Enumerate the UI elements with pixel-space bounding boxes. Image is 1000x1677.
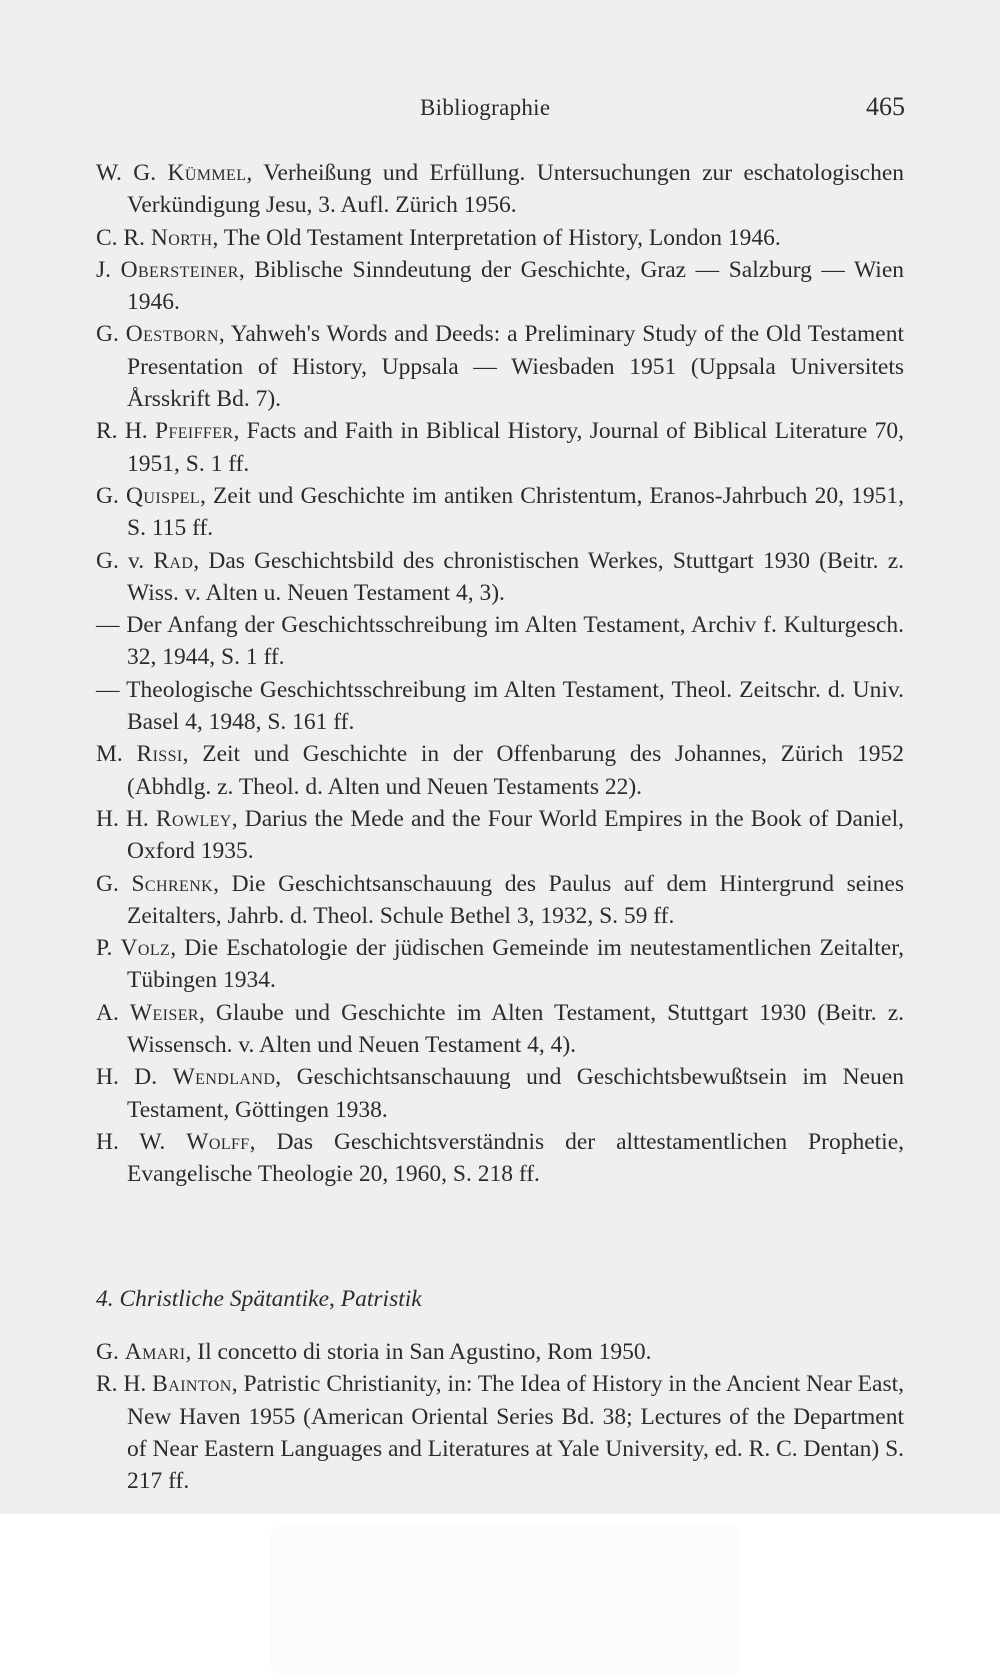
bibliography-entry bbox=[96, 1368, 904, 1497]
bibliography-entry bbox=[96, 415, 904, 480]
entry-text: , Yahweh's Words and Deeds: a Preliminary Study of the Old Testament Presentation of History, Uppsala — Wiesbaden 1951 (Uppsala Universitets Årsskrift Bd. 7). bbox=[127, 321, 904, 413]
entry-text: , Verheißung und Erfüllung. Untersuchungen zur eschatologischen Verkündigung Jesu, 3. Aufl. Zürich 1956. bbox=[127, 160, 904, 219]
entry-text: , Darius the Mede and the Four World Empires in the Book of Daniel, Oxford 1935. bbox=[127, 805, 904, 865]
entry-initials: H. H. bbox=[96, 805, 149, 832]
entry-text: , Geschichtsanschauung und Geschichtsbewußtsein im Neuen Testament, Göttingen 1938. bbox=[127, 1064, 904, 1123]
bibliography-entry bbox=[96, 318, 904, 415]
entry-initials: M. bbox=[96, 741, 123, 768]
entry-author: Volz bbox=[120, 935, 171, 962]
entry-initials: R. H. bbox=[96, 418, 148, 445]
entry-initials: H. D. bbox=[96, 1064, 158, 1091]
entry-initials: W. G. bbox=[96, 160, 157, 186]
scan-smudge bbox=[270, 1525, 740, 1675]
bibliography-entry bbox=[96, 1061, 904, 1126]
bibliography-entry bbox=[96, 1126, 904, 1191]
bibliography-entry bbox=[96, 254, 904, 319]
entry-text: , Biblische Sinndeutung der Geschichte, Graz — Salzburg — Wien 1946. bbox=[127, 256, 904, 316]
bibliography-entry bbox=[96, 674, 904, 739]
entry-initials: P. bbox=[96, 935, 113, 962]
entry-dash: — bbox=[96, 612, 120, 639]
entry-author: North bbox=[150, 224, 213, 251]
entry-author: Schrenk bbox=[131, 870, 214, 897]
entry-dash: — bbox=[96, 676, 120, 703]
entry-text: Theologische Geschichtsschreibung im Alten Testament, Theol. Zeitschr. d. Univ. Basel 4, 1948, S. 161 ff. bbox=[119, 676, 904, 736]
bibliography-entry bbox=[96, 932, 904, 997]
bibliography-entry bbox=[96, 803, 904, 868]
bibliography-entry bbox=[96, 1336, 904, 1368]
entry-author: Obersteiner bbox=[120, 256, 239, 283]
entry-author: Bainton bbox=[152, 1371, 232, 1398]
bibliography-entry bbox=[96, 157, 904, 222]
entry-author: Rad bbox=[153, 547, 194, 574]
bibliography-entry bbox=[96, 609, 904, 674]
entry-text: , Patristic Christianity, in: The Idea of History in the Ancient Near East, New Haven 1955 (American Oriental Series Bd. 38; Lectures of the Department of Near Eastern Languages and Literatures at Yale University, ed. R. C. Dentan) S. 217 ff. bbox=[127, 1371, 905, 1495]
bibliography-list bbox=[96, 157, 904, 1191]
bibliography-entry bbox=[96, 545, 904, 610]
entry-text: Der Anfang der Geschichtsschreibung im Alten Testament, Archiv f. Kulturgesch. 32, 1944, S. 1 ff. bbox=[119, 612, 904, 671]
entry-initials: H. W. bbox=[96, 1128, 166, 1155]
entry-author: Oestborn bbox=[125, 321, 219, 348]
entry-text: , Glaube und Geschichte im Alten Testament, Stuttgart 1930 (Beitr. z. Wissensch. v. Alten und Neuen Testament 4, 4). bbox=[127, 999, 904, 1059]
entry-text: , Zeit und Geschichte im antiken Christentum, Eranos-Jahrbuch 20, 1951, S. 115 ff. bbox=[127, 482, 904, 542]
entry-initials: G. bbox=[96, 1339, 119, 1365]
entry-author: Quispel bbox=[126, 482, 201, 509]
entry-text: , Die Geschichtsanschauung des Paulus auf dem Hintergrund seines Zeitalters, Jahrb. d. Theol. Schule Bethel 3, 1932, S. 59 ff. bbox=[127, 870, 905, 929]
entry-initials: G. bbox=[96, 321, 119, 348]
entry-text: , Il concetto di storia in San Agustino, Rom 1950. bbox=[185, 1339, 652, 1365]
entry-initials: J. bbox=[96, 256, 112, 283]
entry-initials: G. bbox=[96, 482, 119, 509]
entry-initials: G. v. bbox=[96, 547, 145, 574]
entry-text: , Die Eschatologie der jüdischen Gemeinde im neutestamentlichen Zeitalter, Tübingen 1934. bbox=[127, 935, 904, 994]
entry-author: Wolff bbox=[186, 1128, 250, 1155]
bibliography-entry bbox=[96, 222, 904, 254]
entry-text: , Das Geschichtsbild des chronistischen Werkes, Stuttgart 1930 (Beitr. z. Wiss. v. Alten u. Neuen Testament 4, 3). bbox=[127, 547, 905, 606]
entry-text: , Das Geschichtsverständnis der alttestamentlichen Prophetie, Evangelische Theologie 20, 1960, S. 218 ff. bbox=[127, 1128, 904, 1188]
entry-author: Kümmel bbox=[167, 160, 247, 186]
entry-author: Rissi bbox=[136, 741, 183, 768]
bibliography-entry bbox=[96, 868, 904, 933]
bibliography-list-section-4 bbox=[96, 1336, 904, 1497]
entry-initials: A. bbox=[96, 999, 119, 1026]
page-number: 465 bbox=[866, 92, 905, 121]
bibliography-entry bbox=[96, 997, 904, 1062]
entry-author: Wendland bbox=[172, 1064, 276, 1091]
entry-author: Pfeiffer bbox=[154, 418, 234, 445]
running-header: Bibliographie bbox=[420, 95, 551, 120]
entry-author: Amari bbox=[124, 1339, 186, 1365]
section-heading: 4. Christliche Spätantike, Patristik bbox=[96, 1286, 422, 1312]
entry-text: , The Old Testament Interpretation of History, London 1946. bbox=[212, 224, 781, 251]
entry-initials: C. R. bbox=[96, 224, 145, 251]
entry-author: Weiser bbox=[129, 999, 199, 1026]
bibliography-entry bbox=[96, 738, 904, 803]
entry-text: , Facts and Faith in Biblical History, Journal of Biblical Literature 70, 1951, S. 1 ff. bbox=[127, 418, 904, 477]
bibliography-entry bbox=[96, 480, 904, 545]
entry-initials: R. H. bbox=[96, 1371, 147, 1398]
entry-text: , Zeit und Geschichte in der Offenbarung des Johannes, Zürich 1952 (Abhdlg. z. Theol. d. Alten und Neuen Testaments 22). bbox=[127, 741, 905, 800]
entry-initials: G. bbox=[96, 870, 119, 897]
entry-author: Rowley bbox=[155, 805, 232, 832]
